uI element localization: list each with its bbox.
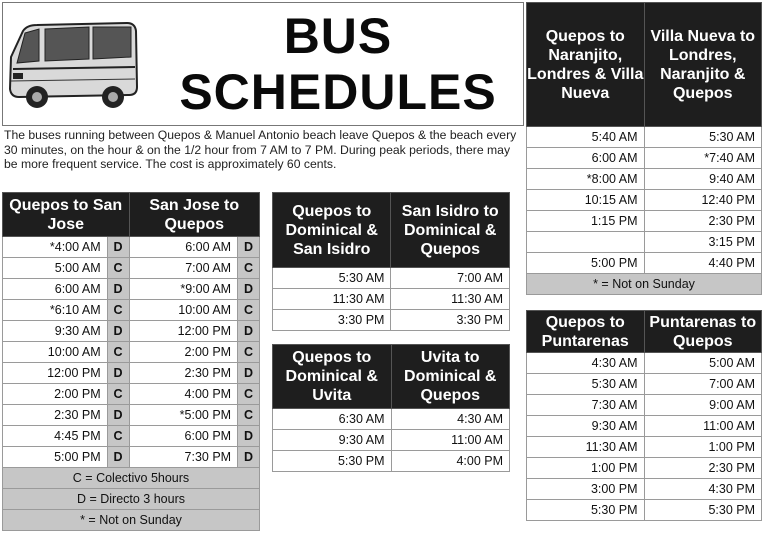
departure-time: 4:45 PM	[3, 426, 108, 447]
san-isidro-schedule-table	[272, 192, 510, 331]
departure-time: 11:00 AM	[644, 416, 762, 437]
departure-time: 5:30 AM	[644, 127, 761, 148]
departure-time	[527, 232, 645, 253]
service-type-code: C	[107, 384, 129, 405]
departure-time: 5:30 AM	[273, 268, 391, 289]
service-type-code: C	[107, 300, 129, 321]
service-type-code: D	[238, 426, 260, 447]
service-type-code: C	[238, 384, 260, 405]
departure-time: 9:30 AM	[527, 416, 645, 437]
departure-time: 10:00 AM	[3, 342, 108, 363]
table-row	[527, 190, 762, 211]
table-row	[3, 426, 260, 447]
departure-time: 11:30 AM	[391, 289, 510, 310]
puntarenas-schedule-table	[526, 310, 762, 521]
departure-time: 11:30 AM	[273, 289, 391, 310]
table-row	[527, 169, 762, 190]
table-row	[3, 321, 260, 342]
table-row	[3, 405, 260, 426]
departure-time: 11:00 AM	[391, 430, 510, 451]
departure-time: 6:00 AM	[129, 237, 238, 258]
departure-time: 6:30 AM	[273, 409, 392, 430]
table-row	[527, 232, 762, 253]
legend-directo: D = Directo 3 hours	[3, 489, 260, 510]
table-row	[273, 268, 510, 289]
service-type-code: D	[107, 363, 129, 384]
villa-nueva-schedule-table	[526, 2, 762, 295]
departure-time: 1:00 PM	[644, 437, 762, 458]
table-row	[3, 384, 260, 405]
header-quepos-to-san-isidro: Quepos to Dominical & San Isidro	[273, 193, 391, 268]
table-row	[527, 416, 762, 437]
table-row	[3, 447, 260, 468]
service-type-code: C	[238, 405, 260, 426]
san-jose-schedule-table	[2, 192, 260, 531]
departure-time: 5:30 PM	[644, 500, 762, 521]
departure-time: 4:00 PM	[129, 384, 238, 405]
table-row	[273, 430, 510, 451]
table-row	[3, 363, 260, 384]
header-puntarenas-to-quepos: Puntarenas to Quepos	[644, 311, 762, 353]
table-row	[527, 374, 762, 395]
service-type-code: C	[107, 426, 129, 447]
departure-time: 4:00 PM	[391, 451, 510, 472]
table-row	[3, 279, 260, 300]
departure-time: 7:00 AM	[391, 268, 510, 289]
table-row	[527, 253, 762, 274]
service-type-code: D	[238, 321, 260, 342]
table-row	[273, 289, 510, 310]
table-row	[527, 127, 762, 148]
table-row	[273, 409, 510, 430]
departure-time: 7:00 AM	[644, 374, 762, 395]
header-villa-nueva-to-quepos: Villa Nueva to Londres, Naranjito & Quepos	[644, 3, 761, 127]
departure-time: 7:30 PM	[129, 447, 238, 468]
table-row	[527, 353, 762, 374]
departure-time: 2:30 PM	[644, 211, 761, 232]
departure-time: 5:30 PM	[527, 500, 645, 521]
service-type-code: C	[238, 258, 260, 279]
service-type-code: D	[107, 405, 129, 426]
departure-time: 9:30 AM	[3, 321, 108, 342]
service-type-code: D	[238, 363, 260, 384]
departure-time: 2:00 PM	[129, 342, 238, 363]
uvita-rows	[273, 409, 510, 472]
table-row	[527, 500, 762, 521]
departure-time: *5:00 PM	[129, 405, 238, 426]
departure-time: 3:15 PM	[644, 232, 761, 253]
table-row	[527, 148, 762, 169]
table-row	[527, 458, 762, 479]
departure-time: 3:00 PM	[527, 479, 645, 500]
header-san-isidro-to-quepos: San Isidro to Dominical & Quepos	[391, 193, 510, 268]
departure-time: 7:30 AM	[527, 395, 645, 416]
departure-time: 2:30 PM	[129, 363, 238, 384]
table-row	[273, 310, 510, 331]
departure-time: 10:15 AM	[527, 190, 645, 211]
header-uvita-to-quepos: Uvita to Dominical & Quepos	[391, 345, 510, 409]
departure-time: 4:30 AM	[391, 409, 510, 430]
intro-text: The buses running between Quepos & Manuel Antonio beach leave Quepos & the beach every 30 minutes, on the hour & on the 1/2 hour from 7 AM to 7 PM. During peak periods, there may be more frequent service. The cost is approximately 60 cents.	[4, 128, 517, 171]
legend-not-on-sunday: * = Not on Sunday	[3, 510, 260, 531]
table-row	[527, 479, 762, 500]
departure-time: 2:30 PM	[3, 405, 108, 426]
departure-time: 5:00 AM	[3, 258, 108, 279]
title-line-2: SCHEDULES	[179, 64, 497, 120]
header-san-jose-to-quepos: San Jose to Quepos	[129, 193, 260, 237]
service-type-code: D	[107, 279, 129, 300]
title-line-1: BUS	[283, 8, 393, 64]
header-quepos-to-puntarenas: Quepos to Puntarenas	[527, 311, 645, 353]
service-type-code: D	[107, 237, 129, 258]
departure-time: 2:30 PM	[644, 458, 762, 479]
departure-time: 2:00 PM	[3, 384, 108, 405]
service-type-code: C	[238, 300, 260, 321]
header-quepos-to-villa-nueva: Quepos to Naranjito, Londres & Villa Nueva	[527, 3, 645, 127]
table-row	[273, 451, 510, 472]
service-type-code: D	[238, 279, 260, 300]
service-type-code: D	[107, 321, 129, 342]
uvita-schedule-table	[272, 344, 510, 472]
departure-time: 5:30 PM	[273, 451, 392, 472]
departure-time: 5:00 AM	[644, 353, 762, 374]
departure-time: 12:00 PM	[129, 321, 238, 342]
departure-time: 5:30 AM	[527, 374, 645, 395]
san-jose-rows	[3, 237, 260, 468]
service-type-code: C	[238, 342, 260, 363]
departure-time: 5:00 PM	[527, 253, 645, 274]
departure-time: 10:00 AM	[129, 300, 238, 321]
legend-colectivo: C = Colectivo 5hours	[3, 468, 260, 489]
departure-time: 12:40 PM	[644, 190, 761, 211]
departure-time: 3:30 PM	[391, 310, 510, 331]
departure-time: 4:30 AM	[527, 353, 645, 374]
departure-time: 9:30 AM	[273, 430, 392, 451]
departure-time: *4:00 AM	[3, 237, 108, 258]
departure-time: 5:40 AM	[527, 127, 645, 148]
service-type-code: C	[107, 342, 129, 363]
departure-time: 7:00 AM	[129, 258, 238, 279]
departure-time: 4:40 PM	[644, 253, 761, 274]
departure-time: 11:30 AM	[527, 437, 645, 458]
departure-time: *7:40 AM	[644, 148, 761, 169]
departure-time: 12:00 PM	[3, 363, 108, 384]
legend-not-on-sunday: * = Not on Sunday	[527, 274, 762, 295]
table-row	[3, 237, 260, 258]
departure-time: 9:40 AM	[644, 169, 761, 190]
service-type-code: C	[107, 258, 129, 279]
table-row	[3, 258, 260, 279]
departure-time: 1:00 PM	[527, 458, 645, 479]
departure-time: 6:00 AM	[527, 148, 645, 169]
service-type-code: D	[238, 447, 260, 468]
service-type-code: D	[238, 237, 260, 258]
puntarenas-rows	[527, 353, 762, 521]
san-isidro-rows	[273, 268, 510, 331]
departure-time: 6:00 AM	[3, 279, 108, 300]
departure-time: 4:30 PM	[644, 479, 762, 500]
service-type-code: D	[107, 447, 129, 468]
departure-time: 5:00 PM	[3, 447, 108, 468]
title-banner	[2, 2, 524, 126]
table-row	[3, 300, 260, 321]
table-row	[527, 395, 762, 416]
departure-time: 1:15 PM	[527, 211, 645, 232]
bus-icon	[5, 17, 139, 109]
departure-time: 9:00 AM	[644, 395, 762, 416]
departure-time: 3:30 PM	[273, 310, 391, 331]
departure-time: *6:10 AM	[3, 300, 108, 321]
departure-time: *8:00 AM	[527, 169, 645, 190]
villa-nueva-rows	[527, 127, 762, 274]
header-quepos-to-san-jose: Quepos to San Jose	[3, 193, 130, 237]
departure-time: *9:00 AM	[129, 279, 238, 300]
header-quepos-to-uvita: Quepos to Dominical & Uvita	[273, 345, 392, 409]
table-row	[3, 342, 260, 363]
departure-time: 6:00 PM	[129, 426, 238, 447]
table-row	[527, 437, 762, 458]
table-row	[527, 211, 762, 232]
